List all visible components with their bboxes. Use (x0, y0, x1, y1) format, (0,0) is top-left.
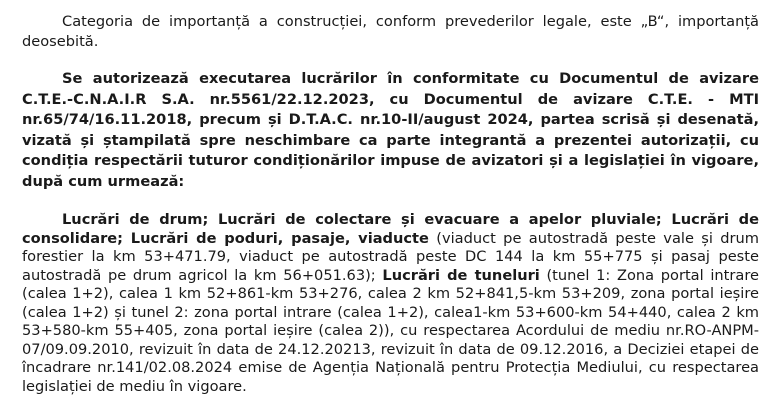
tunnels-heading: Lucrări de tuneluri (382, 266, 540, 284)
tunnels-details: (tunel 1: Zona portal intrare (calea 1+2), calea 1 km 52+861-km 53+276, calea 2 km 52+841,5-km 53+209, zona portal ieșire (calea 1+2) și tunel 2: zona portal intrare (calea 1+2), calea1-km 53+600-km 54+440, calea 2 km 53+580-km 55+405, zona portal ieșire (calea 2)), cu respectarea Acordului de mediu nr.RO-ANPM-07/09.09.2010, revizuit în data de 24.12.20213, revizuit în data de 09.12.2016, a Deciziei etapei de încadrare nr.141/02.08.2024 emise de Agenția Națională pentru Protecția Mediului, cu respectarea legislației de mediu în vigoare. (22, 266, 759, 395)
paragraph-2-text: Se autorizează executarea lucrărilor în conformitate cu Documentul de avizare C.T.E.-C.N.A.I.R S.A. nr.5561/22.12.2023, cu Documentul de avizare C.T.E. - MTI nr.65/74/16.11.2018, precum și D.T.A.C. nr.10-II/august 2024, partea scrisă și desenată, vizată și ștampilată spre neschimbare ca parte integrantă a prezentei autorizații, cu condiția respectării tuturor condiționărilor impuse de avizatori și a legislației în vigoare, după cum urmează: (22, 70, 759, 190)
authorization-paragraph (22, 69, 759, 193)
viaducts-details: (viaduct pe autostradă peste vale și drum forestier la km 53+471.79, viaduct pe autostradă peste DC 144 la km 55+775 și pasaj peste autostradă pe drum agricol la km 56+051.63); (22, 229, 759, 284)
importance-category-paragraph (22, 12, 759, 51)
paragraph-1-text: Categoria de importanță a construcției, conform prevederilor legale, este „B“, importanță deosebită. (22, 13, 759, 50)
works-categories-bold: Lucrări de drum; Lucrări de colectare și evacuare a apelor pluviale; Lucrări de consolidare; Lucrări de poduri, pasaje, viaducte (22, 211, 759, 247)
works-list-paragraph (22, 211, 759, 396)
